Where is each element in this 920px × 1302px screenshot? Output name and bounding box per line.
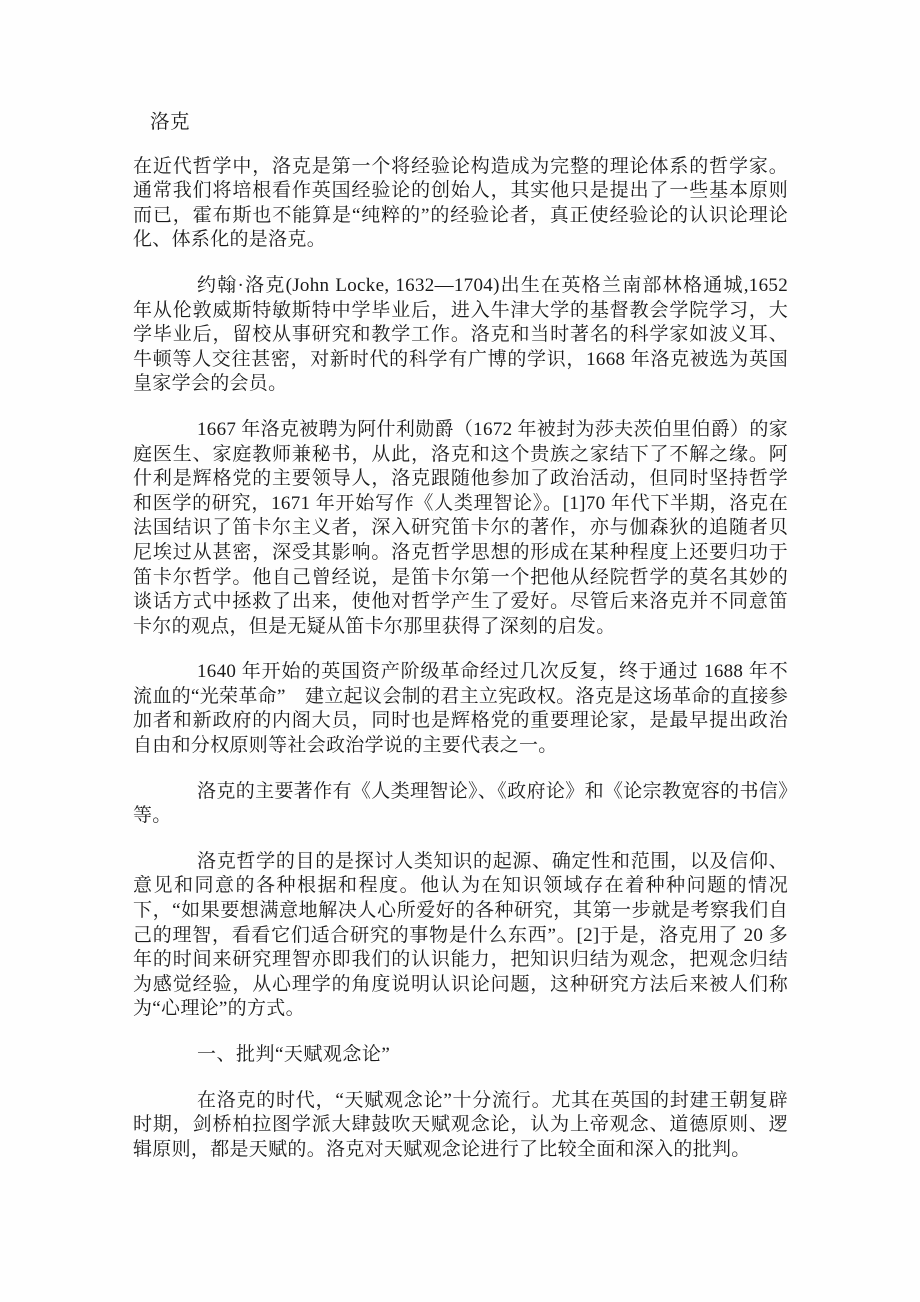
paragraph-biography: 约翰·洛克(John Locke, 1632—1704)出生在英格兰南部林格通城,1652 年从伦敦威斯特敏斯特中学毕业后，进入牛津大学的基督教会学院学习，大学毕业后，留校从事研究和教学工作。洛克和当时著名的科学家如波义耳、牛顿等人交往甚密，对新时代的科学有广博的学识，1668 年洛克被选为英国皇家学会的会员。 [133,274,788,395]
section-heading-innate-ideas: 一、批判“天赋观念论” [197,1044,391,1065]
paragraph-innate-ideas-context: 在洛克的时代，“天赋观念论”十分流行。尤其在英国的封建王朝复辟时期，剑桥柏拉图学派大肆鼓吹天赋观念论，认为上帝观念、道德原则、逻辑原则，都是天赋的。洛克对天赋观念论进行了比较全面和深入的批判。 [133,1089,788,1160]
document-title: 洛克 [150,112,191,133]
paragraph-ashley-descartes: 1667 年洛克被聘为阿什利勋爵（1672 年被封为莎夫茨伯里伯爵）的家庭医生、家庭教师兼秘书，从此，洛克和这个贵族之家结下了不解之缘。阿什利是辉格党的主要领导人，洛克跟随他参加了政治活动，但同时坚持哲学和医学的研究，1671 年开始写作《人类理智论》。[1]70 年代下半期，洛克在法国结识了笛卡尔主义者，深入研究笛卡尔的著作，亦与伽森狄的追随者贝尼埃过从甚密，深受其影响。洛克哲学思想的形成在某种程度上还要归功于笛卡尔哲学。他自己曾经说，是笛卡尔第一个把他从经院哲学的莫名其妙的谈话方式中拯救了出来，使他对哲学产生了爱好。尽管后来洛克并不同意笛卡尔的观点，但是无疑从笛卡尔那里获得了深刻的启发。 [133,418,788,637]
paragraph-major-works: 洛克的主要著作有《人类理智论》、《政府论》和《论宗教宽容的书信》等。 [133,780,788,827]
paragraph-philosophy-purpose: 洛克哲学的目的是探讨人类知识的起源、确定性和范围，以及信仰、意见和同意的各种根据和程度。他认为在知识领域存在着种种问题的情况下，“如果要想满意地解决人心所爱好的各种研究，其第一步就是考察我们自己的理智，看看它们适合研究的事物是什么东西”。[2]于是，洛克用了 20 多年的时间来研究理智亦即我们的认识能力，把知识归结为观念，把观念归结为感觉经验，从心理学的角度说明认识论问题，这种研究方法后来被人们称为“心理论”的方式。 [133,850,788,1020]
paragraph-empiricism-intro: 在近代哲学中，洛克是第一个将经验论构造成为完整的理论体系的哲学家。通常我们将培根看作英国经验论的创始人，其实他只是提出了一些基本原则而已，霍布斯也不能算是“纯粹的”的经验论者，真正使经验论的认识论理论化、体系化的是洛克。 [133,155,788,251]
paragraph-glorious-revolution: 1640 年开始的英国资产阶级革命经过几次反复，终于通过 1688 年不流血的“光荣革命” 建立起议会制的君主立宪政权。洛克是这场革命的直接参加者和新政府的内阁大员，同时也是辉格党的重要理论家，是最早提出政治自由和分权原则等社会政治学说的主要代表之一。 [133,661,788,757]
